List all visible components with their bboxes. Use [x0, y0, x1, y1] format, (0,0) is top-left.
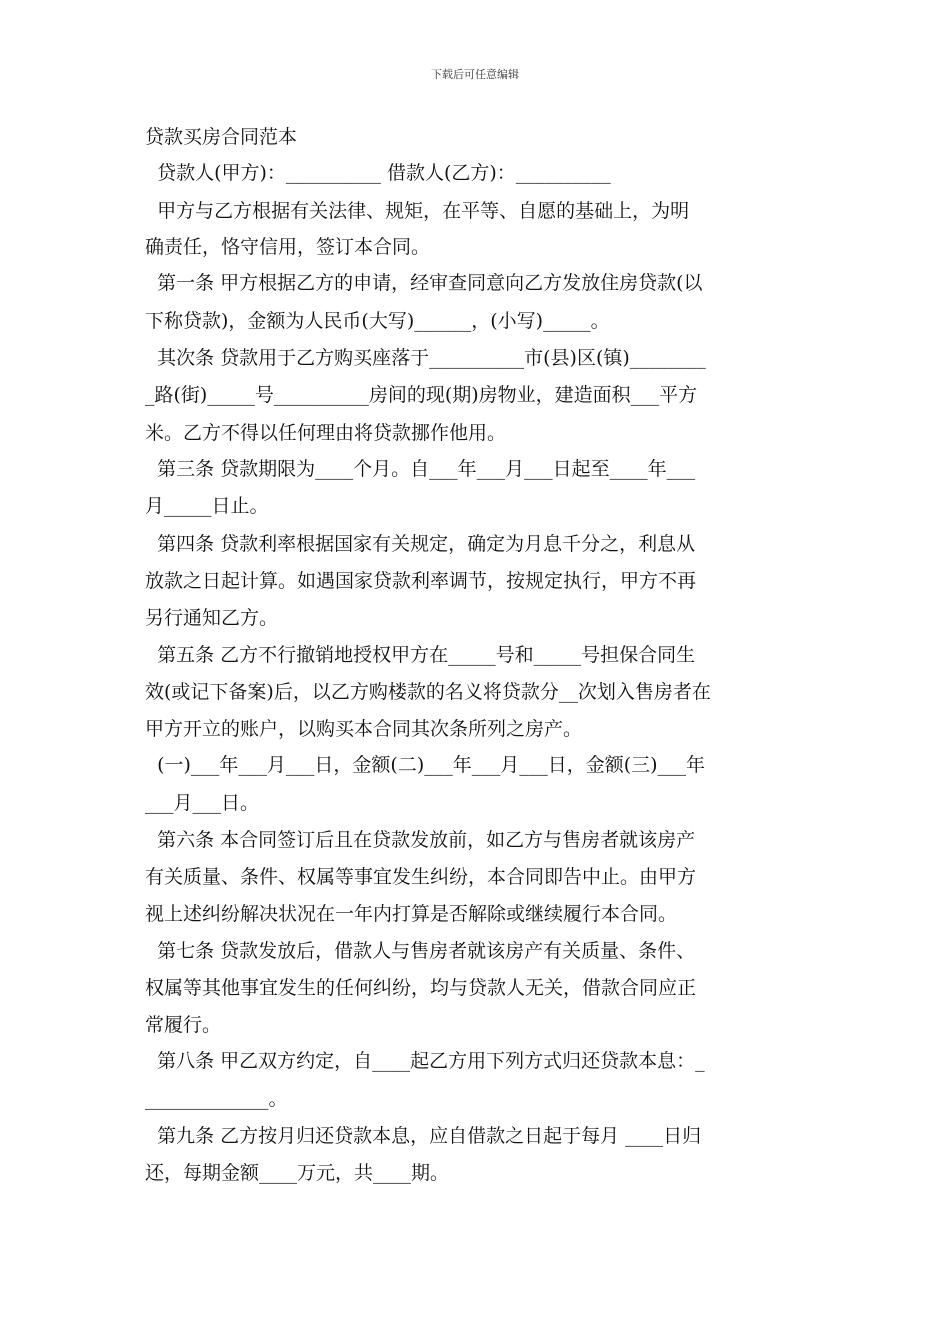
document-title: 贷款买房合同范本 [145, 126, 298, 148]
text-line: 还，每期金额____万元，共____期。 [145, 1162, 450, 1184]
text-line: 权属等其他事宜发生的任何纠纷，均与贷款人无关，借款合同应正 [145, 977, 697, 999]
text-line: 视上述纠纷解决状况在一年内打算是否解除或继续履行本合同。 [145, 903, 678, 925]
text-line: 第五条 乙方不行撤销地授权甲方在_____号和_____号担保合同生 [145, 644, 696, 666]
text-line: 第八条 甲乙双方约定，自____起乙方用下列方式归还贷款本息：_ [145, 1050, 705, 1072]
text-line: 常履行。 [145, 1014, 222, 1036]
text-line: 第一条 甲方根据乙方的申请，经审查同意向乙方发放住房贷款(以 [145, 272, 703, 294]
text-line: _路(街)_____号__________房间的现(期)房物业，建造面积___平方 [145, 384, 698, 406]
header-note: 下载后可任意编辑 [431, 68, 519, 81]
text-line: ___月___日。 [145, 792, 260, 814]
text-line: (一)___年___月___日，金额(二)___年___月___日，金额(三)___年 [145, 754, 706, 776]
text-line: 米。乙方不得以任何理由将贷款挪作他用。 [145, 422, 507, 444]
text-line: 放款之日起计算。如遇国家贷款利率调节，按规定执行，甲方不再 [145, 570, 697, 592]
text-line: 另行通知乙方。 [145, 607, 279, 629]
text-line: 甲方开立的账户，以购买本合同其次条所列之房产。 [145, 718, 583, 740]
text-line: 第四条 贷款利率根据国家有关规定，确定为月息千分之，利息从 [145, 533, 696, 555]
text-line: 确责任，恪守信用，签订本合同。 [145, 236, 431, 258]
text-line: 下称贷款)，金额为人民币(大写)______，(小写)_____。 [145, 310, 610, 332]
text-line: 月_____日止。 [145, 495, 269, 517]
text-line: 甲方与乙方根据有关法律、规矩，在平等、自愿的基础上，为明 [145, 200, 690, 222]
text-line: 其次条 贷款用于乙方购买座落于__________市(县)区(镇)________ [145, 347, 706, 369]
text-line: 第九条 乙方按月归还贷款本息，应自借款之日起于每月 ____日归 [145, 1125, 702, 1147]
text-line: 贷款人(甲方)：__________ 借款人(乙方)：__________ [145, 162, 611, 184]
text-line: _____________。 [145, 1088, 288, 1110]
text-line: 有关质量、条件、权属等事宜发生纠纷，本合同即告中止。由甲方 [145, 866, 697, 888]
text-line: 第六条 本合同签订后且在贷款发放前，如乙方与售房者就该房产 [145, 829, 696, 851]
text-line: 效(或记下备案)后，以乙方购楼款的名义将贷款分__次划入售房者在 [145, 681, 711, 703]
text-line: 第三条 贷款期限为____个月。自___年___月___日起至____年___ [145, 458, 696, 480]
text-line: 第七条 贷款发放后，借款人与售房者就该房产有关质量、条件、 [145, 940, 696, 962]
